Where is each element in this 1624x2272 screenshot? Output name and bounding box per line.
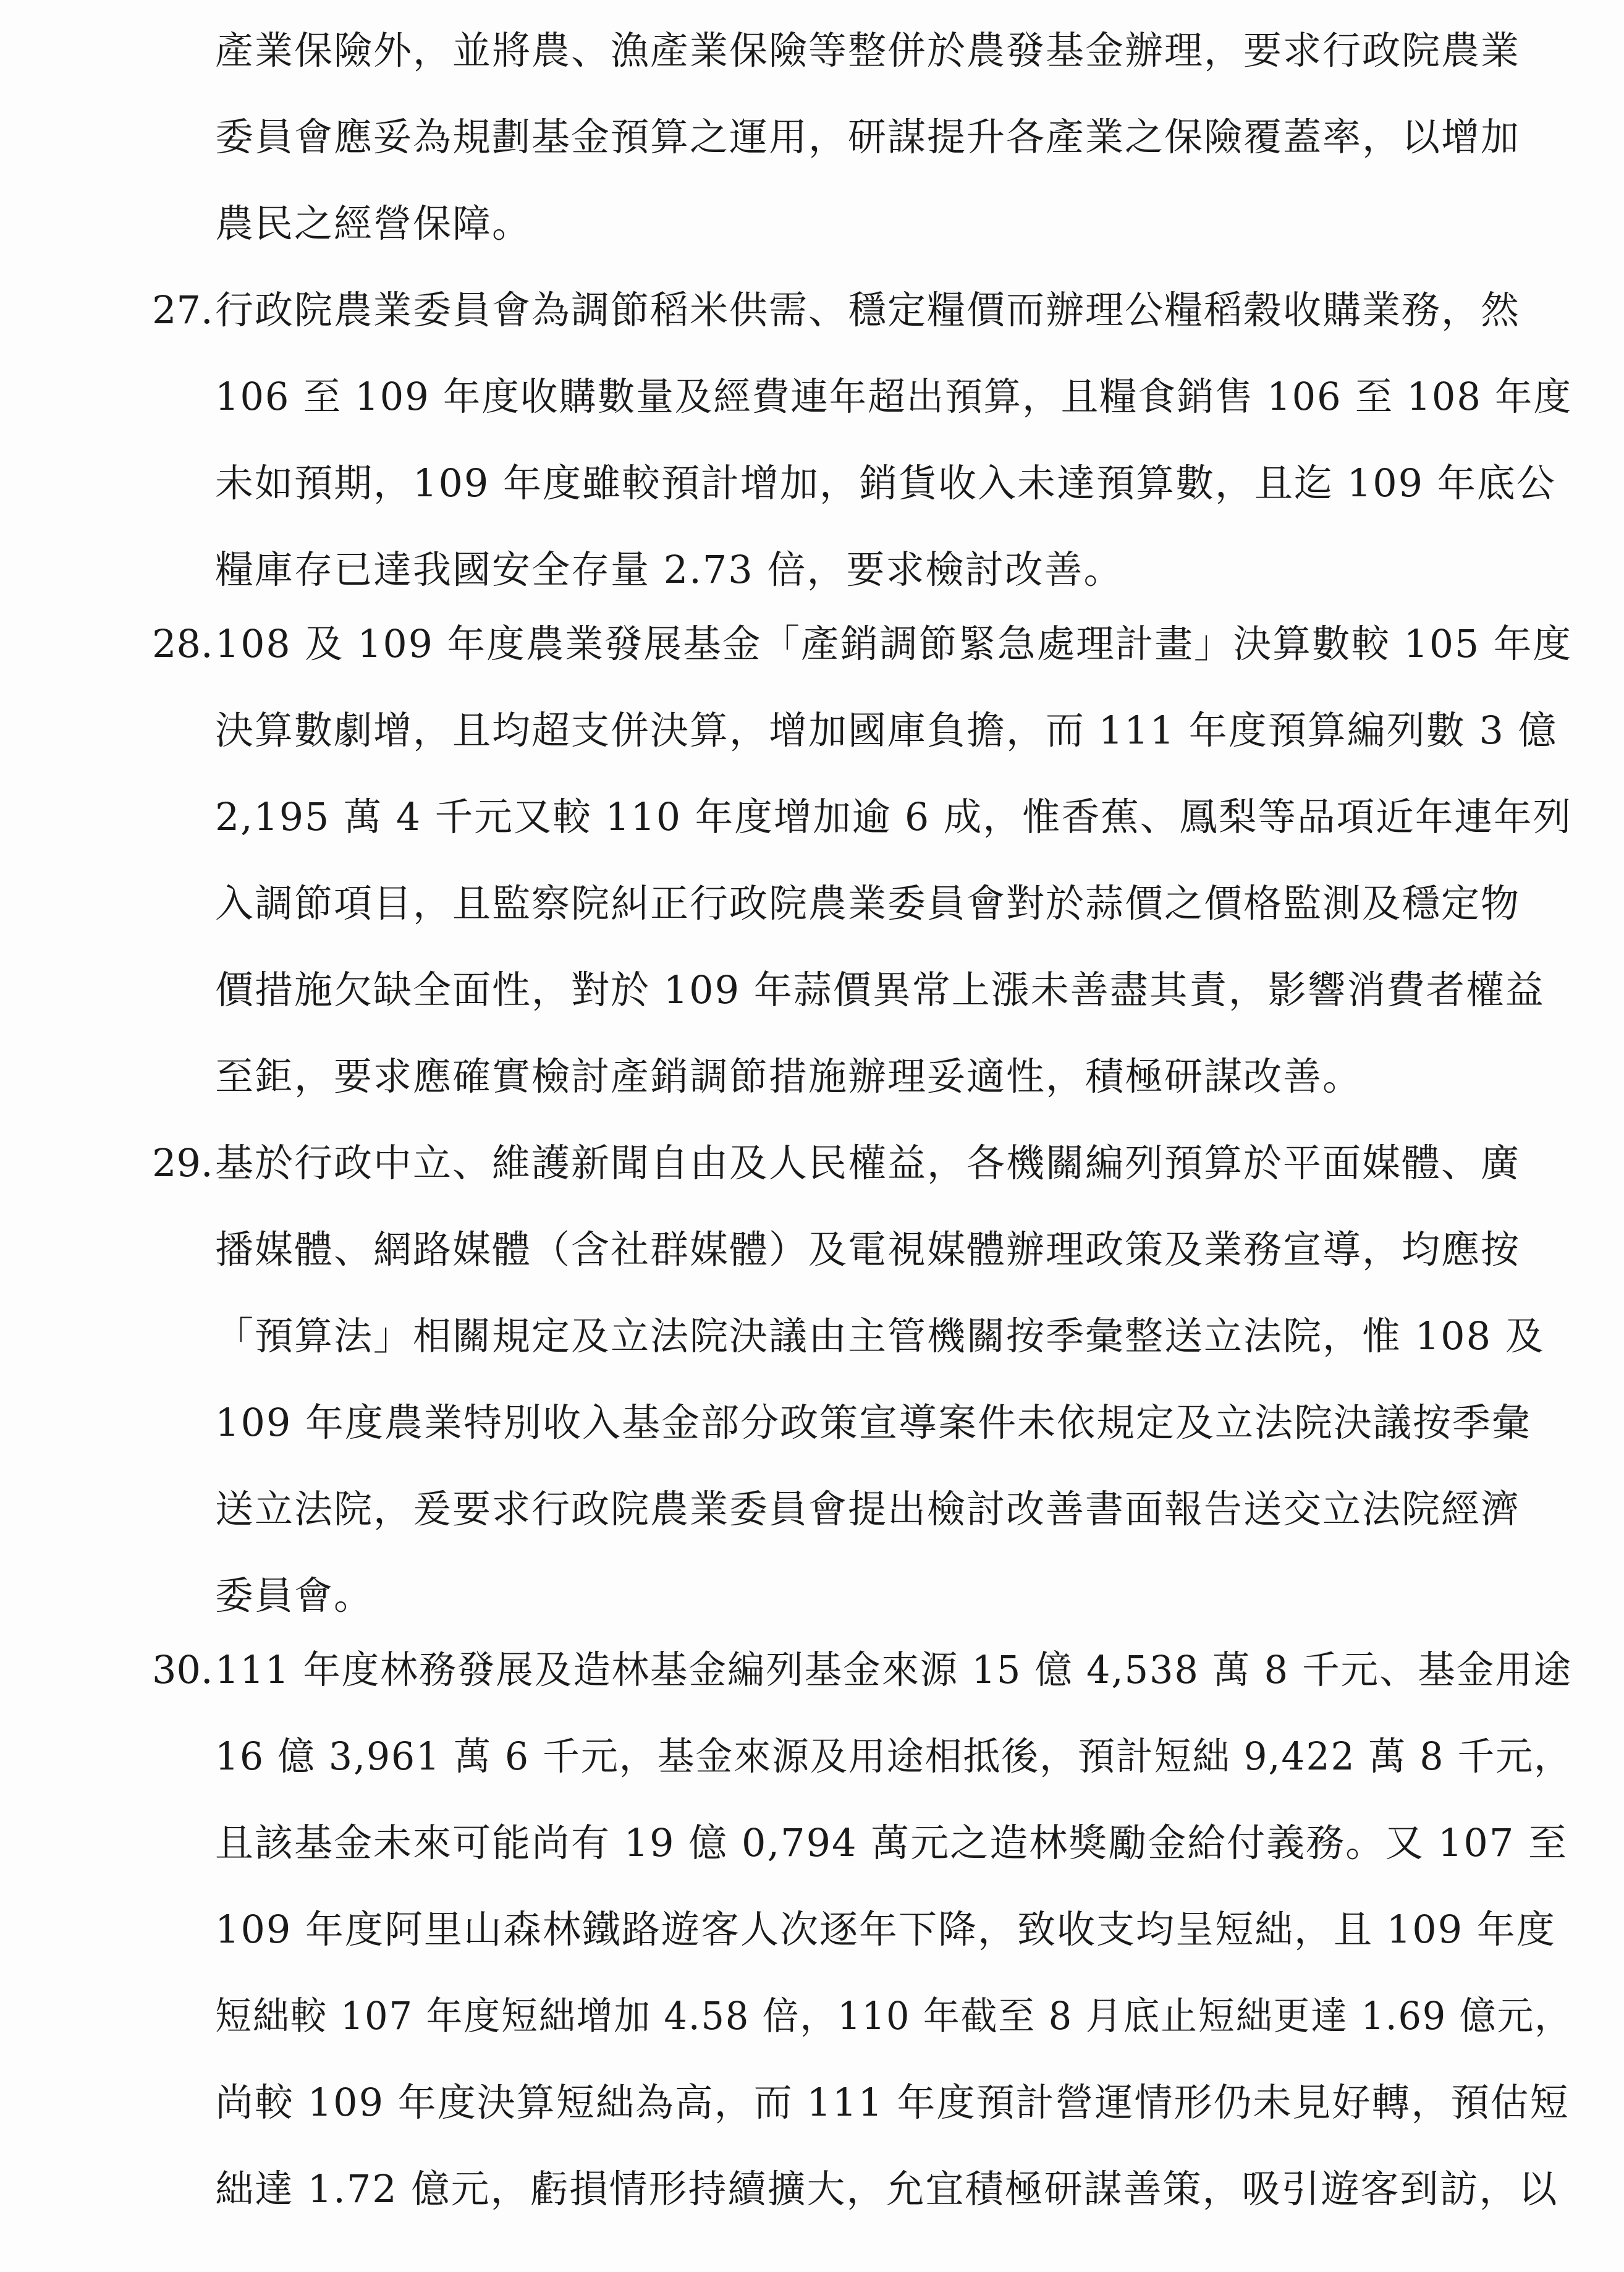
line-text: 入調節項目，且監察院糾正行政院農業委員會對於蒜價之價格監測及穩定物 — [215, 881, 1521, 926]
line-text: 基於行政中立、維護新聞自由及人民權益，各機關編列預算於平面媒體、廣 — [215, 1140, 1521, 1185]
line-text: 109 年度阿里山森林鐵路遊客人次逐年下降，致收支均呈短絀，且 109 年度 — [215, 1907, 1556, 1952]
line-text: 產業保險外，並將農、漁產業保險等整併於農發基金辦理，要求行政院農業 — [215, 28, 1521, 73]
paragraph-line — [215, 1398, 1531, 1448]
paragraph-line — [215, 1312, 1545, 1361]
paragraph-line — [215, 1485, 1520, 1534]
paragraph-line — [215, 965, 1545, 1015]
item-number-28: 28. — [152, 621, 213, 666]
paragraph-line — [215, 112, 1572, 162]
line-text: 106 至 109 年度收購數量及經費連年超出預算，且糧食銷售 106 至 108 年度 — [215, 374, 1572, 419]
paragraph-line — [215, 706, 1558, 755]
paragraph-line — [215, 286, 1520, 335]
item-number-29: 29. — [152, 1140, 213, 1185]
paragraph-line — [215, 1225, 1520, 1274]
line-text: 2,195 萬 4 千元又較 110 年度增加逾 6 成，惟香蕉、鳳梨等品項近年連年列 — [215, 794, 1572, 839]
item-number-30: 30. — [152, 1647, 213, 1692]
line-text: 絀達 1.72 億元，虧損情形持續擴大，允宜積極研謀善策，吸引遊客到訪，以 — [215, 2166, 1558, 2211]
line-text: 109 年度農業特別收入基金部分政策宣導案件未依規定及立法院決議按季彙 — [215, 1400, 1532, 1445]
paragraph-line — [215, 1645, 1607, 1695]
line-text: 播媒體、網路媒體（含社群媒體）及電視媒體辦理政策及業務宣導，均應按 — [215, 1227, 1521, 1272]
paragraph-line — [215, 372, 1605, 422]
paragraph-line — [215, 1571, 373, 1621]
paragraph-line — [215, 879, 1520, 928]
line-text: 委員會。 — [215, 1573, 374, 1618]
paragraph-line — [215, 2164, 1558, 2214]
line-text: 行政院農業委員會為調節稻米供需、穩定糧價而辦理公糧稻穀收購業務，然 — [215, 287, 1521, 333]
line-text: 「預算法」相關規定及立法院決議由主管機關按季彙整送立法院，惟 108 及 — [215, 1313, 1545, 1359]
line-text: 108 及 109 年度農業發展基金「產銷調節緊急處理計畫」決算數較 105 年度 — [215, 621, 1572, 666]
paragraph-line — [215, 199, 531, 248]
line-text: 未如預期，109 年度雖較預計增加，銷貨收入未達預算數，且迄 109 年底公 — [215, 460, 1556, 506]
line-text: 委員會應妥為規劃基金預算之運用，研謀提升各產業之保險覆蓋率，以增加 — [215, 114, 1521, 159]
line-text: 尚較 109 年度決算短絀為高，而 111 年度預計營運情形仍未見好轉，預估短 — [215, 2080, 1570, 2125]
paragraph-line — [215, 1818, 1568, 1868]
line-text: 且該基金未來可能尚有 19 億 0,794 萬元之造林獎勵金給付義務。又 107 至 — [215, 1820, 1568, 1865]
line-text: 糧庫存已達我國安全存量 2.73 倍，要求檢討改善。 — [215, 547, 1123, 592]
paragraph-line — [215, 1991, 1624, 2041]
paragraph-line — [215, 619, 1581, 669]
item-number-27: 27. — [152, 287, 213, 333]
line-text: 農民之經營保障。 — [215, 201, 532, 246]
paragraph-line — [215, 26, 1572, 75]
paragraph-line — [215, 1732, 1619, 1781]
line-text: 短絀較 107 年度短絀增加 4.58 倍，110 年截至 8 月底止短絀更達 1.69 億元， — [215, 1993, 1572, 2038]
paragraph-line — [215, 1138, 1520, 1188]
paragraph-line — [215, 792, 1581, 842]
line-text: 16 億 3,961 萬 6 千元，基金來源及用途相抵後，預計短絀 9,422 萬 8 千元， — [215, 1734, 1572, 1779]
paragraph-line — [215, 2078, 1570, 2127]
line-text: 至鉅，要求應確實檢討產銷調節措施辦理妥適性，積極研謀改善。 — [215, 1054, 1363, 1099]
line-text: 決算數劇增，且均超支併決算，增加國庫負擔，而 111 年度預算編列數 3 億 — [215, 708, 1558, 753]
paragraph-line — [215, 545, 1123, 595]
paragraph-line — [215, 1052, 1362, 1101]
line-text: 送立法院，爰要求行政院農業委員會提出檢討改善書面報告送交立法院經濟 — [215, 1486, 1521, 1532]
paragraph-line — [215, 1905, 1556, 1954]
paragraph-line — [215, 459, 1556, 508]
line-text: 111 年度林務發展及造林基金編列基金來源 15 億 4,538 萬 8 千元、基金用途 — [215, 1647, 1572, 1692]
line-text: 價措施欠缺全面性，對於 109 年蒜價異常上漲未善盡其責，影響消費者權益 — [215, 967, 1545, 1012]
